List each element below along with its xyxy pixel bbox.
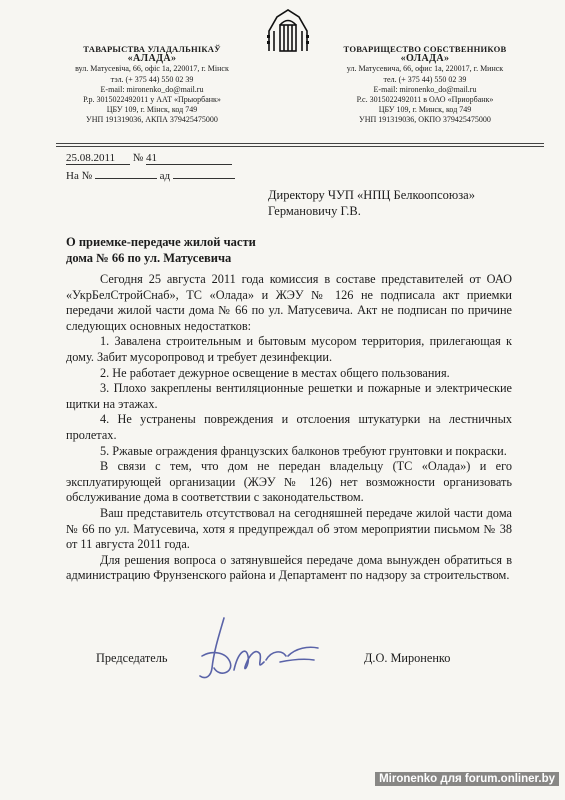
ref-number bbox=[95, 178, 157, 179]
handwritten-signature bbox=[190, 610, 330, 695]
bank-ru: ЦБУ 109, г. Минск, код 749 bbox=[378, 105, 472, 115]
email-ru: E-mail: mironenko_do@mail.ru bbox=[373, 84, 477, 94]
reference-line bbox=[66, 170, 235, 182]
watermark: Mironenko для forum.onliner.by bbox=[375, 772, 559, 786]
signer-name: Д.О. Мироненко bbox=[364, 651, 451, 665]
header-divider bbox=[56, 143, 544, 144]
intro-paragraph: Сегодня 25 августа 2011 года комиссия в составе представителей от ОАО «УкрБелСтройСнаб», ТС «Олада» и ЖЭУ № 126 не подписала акт приемки передачи жилой части дома № 66 по ул. Матусевича. Акт не подписан по причине следующих основных недостатков: bbox=[66, 272, 512, 333]
list-item: 1. Завалена строительным и бытовым мусором территория, прилегающая к дому. Забит мусоропровод и требует дезинфекции. bbox=[66, 334, 512, 364]
account-be: Р.р. 3015022492011 у ААТ «Прыорбанк» bbox=[83, 95, 221, 105]
signer-title: Председатель bbox=[96, 651, 168, 665]
subject-line2: дома № 66 по ул. Матусевича bbox=[66, 251, 232, 265]
letter-body bbox=[66, 272, 512, 584]
ids-be: УНП 191319036, АКПА 379425475000 bbox=[86, 115, 218, 125]
account-ru: Р.с. 3015022492011 в ОАО «Приорбанк» bbox=[356, 95, 494, 105]
reg-number: 41 bbox=[146, 152, 232, 165]
registration-line bbox=[66, 152, 232, 165]
reg-date: 25.08.2011 bbox=[66, 152, 130, 165]
org-name-be: «АЛАДА» bbox=[127, 53, 177, 65]
paragraph-3: Ваш представитель отсутствовал на сегодняшней передаче жилой части дома № 66 по ул. Матусевича, хотя я предупреждал об этом мероприятии письмом № 38 от 11 августа 2011 года. bbox=[66, 505, 512, 552]
ids-ru: УНП 191319036, ОКПО 379425475000 bbox=[359, 115, 491, 125]
header-divider-2 bbox=[56, 146, 544, 147]
letterhead-right bbox=[325, 44, 525, 126]
list-item: 5. Ржавые ограждения французских балконов требуют грунтовки и покраски. bbox=[100, 443, 507, 458]
org-name-ru: «ОЛАДА» bbox=[400, 53, 450, 65]
org-type-be: ТАВАРЫСТВА УЛАДАЛЬНІКАЎ bbox=[83, 44, 221, 54]
email-be: E-mail: mironenko_do@mail.ru bbox=[100, 84, 204, 94]
letterhead-left bbox=[54, 44, 250, 126]
addressee-line1: Директору ЧУП «НПЦ Белкоопсоюза» bbox=[268, 188, 475, 202]
ref-label: На № bbox=[66, 170, 93, 182]
reg-number-label: № bbox=[132, 152, 144, 164]
ref-from-label: ад bbox=[159, 170, 171, 182]
ref-date bbox=[173, 178, 235, 179]
addressee bbox=[268, 187, 475, 219]
list-item: 2. Не работает дежурное освещение в местах общего пользования. bbox=[100, 365, 450, 380]
paragraph-4: Для решения вопроса о затянувшейся передаче дома вынужден обратиться в администрацию Фрунзенского района и Департамент по надзору за строительством. bbox=[66, 552, 512, 583]
phone-ru: тел. (+ 375 44) 550 02 39 bbox=[383, 74, 467, 84]
addressee-line2: Германовичу Г.В. bbox=[268, 204, 361, 218]
address-be: вул. Матусевіча, 66, офіс 1а, 220017, г. Мінск bbox=[75, 64, 229, 74]
bank-be: ЦБУ 109, г. Мінск, код 749 bbox=[106, 105, 198, 115]
paragraph-2: В связи с тем, что дом не передан владельцу (ТС «Олада») и его эксплуатирующей организации (ЖЭУ № 126) нет возможности организовать обслуживание дома в соответствии с законодательством. bbox=[66, 459, 512, 505]
list-item: 4. Не устранены повреждения и отслоения штукатурки на лестничных пролетах. bbox=[66, 412, 512, 442]
subject bbox=[66, 234, 256, 266]
list-item: 3. Плохо закреплены вентиляционные решетки и пожарные и электрические щитки на этажах. bbox=[66, 381, 512, 411]
phone-be: тэл. (+ 375 44) 550 02 39 bbox=[110, 74, 194, 84]
subject-line1: О приемке-передаче жилой части bbox=[66, 235, 256, 249]
org-type-ru: ТОВАРИЩЕСТВО СОБСТВЕННИКОВ bbox=[343, 44, 507, 54]
address-ru: ул. Матусевича, 66, офис 1а, 220017, г. Минск bbox=[346, 64, 504, 74]
emblem-logo bbox=[265, 7, 311, 58]
